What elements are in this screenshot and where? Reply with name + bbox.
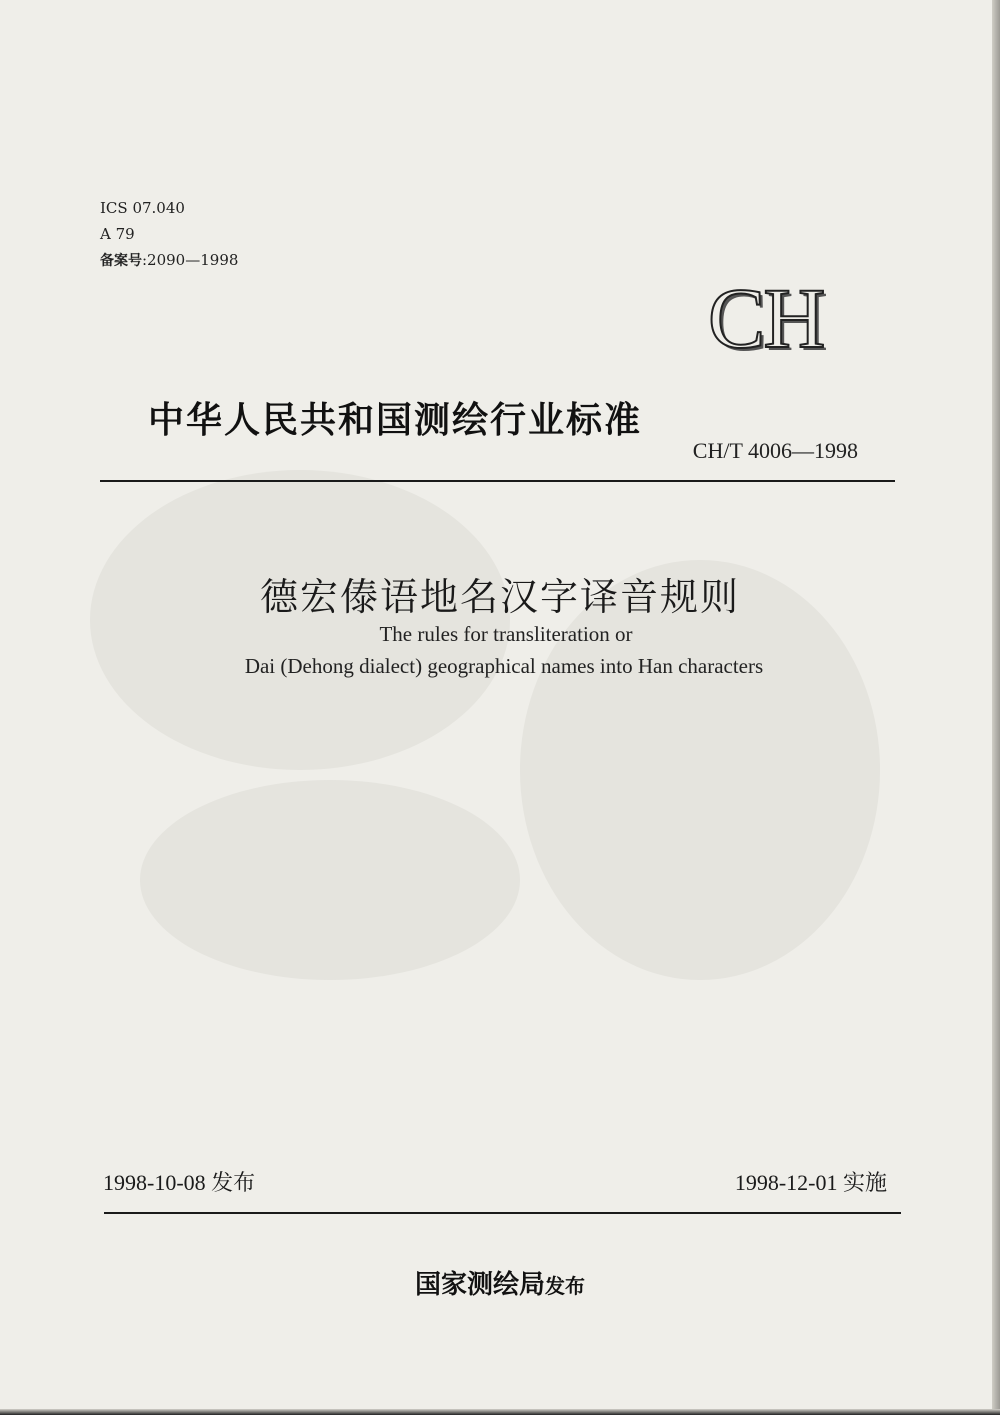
record-label: 备案号 bbox=[100, 253, 142, 269]
publisher-suffix: 发布 bbox=[545, 1274, 585, 1298]
implement-label: 实施 bbox=[842, 1171, 887, 1196]
document-title-english-line1: The rules for transliteration or bbox=[379, 622, 633, 646]
top-divider bbox=[100, 480, 895, 482]
issue-date-line bbox=[103, 1166, 255, 1197]
ics-code: ICS 07.040 bbox=[100, 199, 185, 217]
publisher-line bbox=[0, 1264, 1000, 1301]
page-edge-bottom bbox=[0, 1409, 1000, 1415]
national-standard-title: 中华人民共和国测绘行业标准 bbox=[148, 400, 643, 441]
publisher-name: 国家测绘局 bbox=[414, 1270, 545, 1300]
record-number: :2090—1998 bbox=[142, 251, 239, 269]
ch-logo: CH bbox=[708, 270, 824, 366]
issue-date: 1998-10-08 bbox=[103, 1170, 206, 1195]
document-title-chinese: 德宏傣语地名汉字译音规则 bbox=[259, 575, 740, 619]
bottom-divider bbox=[104, 1212, 901, 1214]
implement-date-line bbox=[735, 1166, 887, 1197]
paper-stain bbox=[140, 780, 520, 980]
record-number-line bbox=[100, 247, 238, 274]
category-code: A 79 bbox=[100, 225, 135, 243]
standard-number: CH/T 4006—1998 bbox=[692, 438, 858, 463]
implement-date: 1998-12-01 bbox=[734, 1170, 838, 1195]
classification-block bbox=[100, 195, 238, 274]
issue-label: 发布 bbox=[211, 1171, 256, 1196]
page-edge-right bbox=[992, 0, 1000, 1415]
document-title-english-line2: Dai (Dehong dialect) geographical names into Han characters bbox=[244, 654, 764, 678]
